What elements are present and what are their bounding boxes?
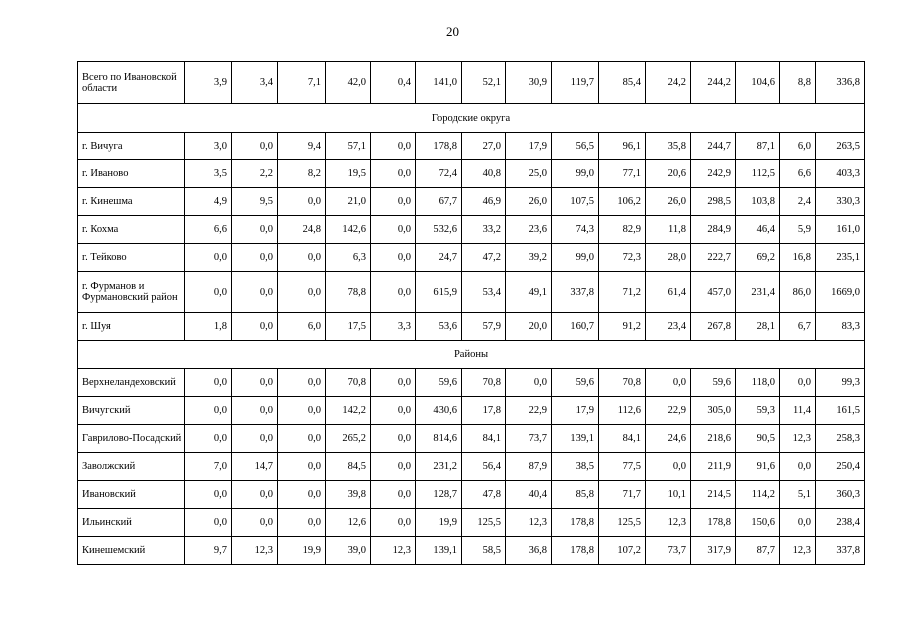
- value-cell: 57,1: [326, 133, 371, 160]
- row-name-cell: г. Кинешма: [78, 188, 185, 216]
- value-cell: 0,0: [780, 453, 816, 481]
- value-cell: 46,4: [736, 216, 780, 244]
- value-cell: 3,9: [185, 62, 232, 104]
- value-cell: 12,3: [780, 425, 816, 453]
- value-cell: 0,0: [371, 188, 416, 216]
- value-cell: 231,2: [416, 453, 462, 481]
- value-cell: 28,0: [646, 244, 691, 272]
- value-cell: 90,5: [736, 425, 780, 453]
- value-cell: 284,9: [691, 216, 736, 244]
- value-cell: 142,6: [326, 216, 371, 244]
- value-cell: 47,8: [462, 481, 506, 509]
- value-cell: 84,5: [326, 453, 371, 481]
- row-name-cell: г. Тейково: [78, 244, 185, 272]
- value-cell: 24,2: [646, 62, 691, 104]
- value-cell: 214,5: [691, 481, 736, 509]
- table-row: [78, 272, 865, 313]
- section-title: Районы: [78, 341, 865, 369]
- value-cell: 0,0: [278, 453, 326, 481]
- value-cell: 69,2: [736, 244, 780, 272]
- row-name-cell: Заволжский: [78, 453, 185, 481]
- value-cell: 27,0: [462, 133, 506, 160]
- value-cell: 2,4: [780, 188, 816, 216]
- value-cell: 0,0: [185, 481, 232, 509]
- value-cell: 0,0: [371, 160, 416, 188]
- value-cell: 103,8: [736, 188, 780, 216]
- table-row: [78, 425, 865, 453]
- total-row: [78, 62, 865, 104]
- value-cell: 61,4: [646, 272, 691, 313]
- value-cell: 0,0: [232, 244, 278, 272]
- table-row: [78, 397, 865, 425]
- value-cell: 24,8: [278, 216, 326, 244]
- value-cell: 7,0: [185, 453, 232, 481]
- value-cell: 457,0: [691, 272, 736, 313]
- value-cell: 0,0: [371, 133, 416, 160]
- value-cell: 125,5: [599, 509, 646, 537]
- value-cell: 242,9: [691, 160, 736, 188]
- value-cell: 70,8: [599, 369, 646, 397]
- value-cell: 25,0: [506, 160, 552, 188]
- value-cell: 91,2: [599, 313, 646, 341]
- value-cell: 244,2: [691, 62, 736, 104]
- value-cell: 99,0: [552, 160, 599, 188]
- value-cell: 142,2: [326, 397, 371, 425]
- value-cell: 0,0: [185, 397, 232, 425]
- value-cell: 125,5: [462, 509, 506, 537]
- value-cell: 104,6: [736, 62, 780, 104]
- value-cell: 53,4: [462, 272, 506, 313]
- value-cell: 238,4: [816, 509, 865, 537]
- value-cell: 21,0: [326, 188, 371, 216]
- value-cell: 72,4: [416, 160, 462, 188]
- table-row: [78, 244, 865, 272]
- value-cell: 11,4: [780, 397, 816, 425]
- value-cell: 0,0: [278, 369, 326, 397]
- value-cell: 615,9: [416, 272, 462, 313]
- table-row: [78, 160, 865, 188]
- value-cell: 430,6: [416, 397, 462, 425]
- value-cell: 0,0: [371, 272, 416, 313]
- value-cell: 0,0: [232, 133, 278, 160]
- row-name-cell: г. Шуя: [78, 313, 185, 341]
- value-cell: 114,2: [736, 481, 780, 509]
- value-cell: 96,1: [599, 133, 646, 160]
- section-header-row: [78, 341, 865, 369]
- value-cell: 12,3: [506, 509, 552, 537]
- value-cell: 112,5: [736, 160, 780, 188]
- page-number: 20: [446, 24, 459, 39]
- section-header-row: [78, 104, 865, 133]
- value-cell: 87,9: [506, 453, 552, 481]
- value-cell: 77,5: [599, 453, 646, 481]
- value-cell: 26,0: [506, 188, 552, 216]
- value-cell: 330,3: [816, 188, 865, 216]
- value-cell: 91,6: [736, 453, 780, 481]
- value-cell: 85,4: [599, 62, 646, 104]
- value-cell: 23,6: [506, 216, 552, 244]
- value-cell: 23,4: [646, 313, 691, 341]
- value-cell: 336,8: [816, 62, 865, 104]
- value-cell: 77,1: [599, 160, 646, 188]
- value-cell: 141,0: [416, 62, 462, 104]
- table-row: [78, 133, 865, 160]
- row-name-cell: г. Вичуга: [78, 133, 185, 160]
- value-cell: 24,6: [646, 425, 691, 453]
- value-cell: 231,4: [736, 272, 780, 313]
- value-cell: 6,0: [780, 133, 816, 160]
- value-cell: 12,6: [326, 509, 371, 537]
- value-cell: 38,5: [552, 453, 599, 481]
- value-cell: 73,7: [646, 537, 691, 565]
- value-cell: 84,1: [599, 425, 646, 453]
- value-cell: 30,9: [506, 62, 552, 104]
- value-cell: 85,8: [552, 481, 599, 509]
- value-cell: 218,6: [691, 425, 736, 453]
- value-cell: 0,0: [232, 272, 278, 313]
- value-cell: 0,0: [371, 453, 416, 481]
- value-cell: 0,0: [232, 369, 278, 397]
- value-cell: 49,1: [506, 272, 552, 313]
- value-cell: 1,8: [185, 313, 232, 341]
- row-name-cell: Кинешемский: [78, 537, 185, 565]
- value-cell: 57,9: [462, 313, 506, 341]
- value-cell: 0,0: [371, 369, 416, 397]
- value-cell: 3,0: [185, 133, 232, 160]
- row-name-cell: г. Кохма: [78, 216, 185, 244]
- value-cell: 16,8: [780, 244, 816, 272]
- value-cell: 9,7: [185, 537, 232, 565]
- value-cell: 59,6: [691, 369, 736, 397]
- value-cell: 99,3: [816, 369, 865, 397]
- value-cell: 0,0: [278, 397, 326, 425]
- value-cell: 139,1: [416, 537, 462, 565]
- value-cell: 72,3: [599, 244, 646, 272]
- value-cell: 178,8: [552, 509, 599, 537]
- value-cell: 53,6: [416, 313, 462, 341]
- table-row: [78, 369, 865, 397]
- value-cell: 56,4: [462, 453, 506, 481]
- value-cell: 0,0: [646, 369, 691, 397]
- section-title: Городские округа: [78, 104, 865, 133]
- value-cell: 161,0: [816, 216, 865, 244]
- value-cell: 222,7: [691, 244, 736, 272]
- value-cell: 0,0: [185, 272, 232, 313]
- value-cell: 298,5: [691, 188, 736, 216]
- value-cell: 6,3: [326, 244, 371, 272]
- table-body: [78, 62, 865, 565]
- value-cell: 9,4: [278, 133, 326, 160]
- row-name-cell: Верхнеландеховский: [78, 369, 185, 397]
- value-cell: 17,8: [462, 397, 506, 425]
- value-cell: 5,9: [780, 216, 816, 244]
- value-cell: 36,8: [506, 537, 552, 565]
- value-cell: 56,5: [552, 133, 599, 160]
- value-cell: 107,5: [552, 188, 599, 216]
- value-cell: 0,0: [780, 509, 816, 537]
- value-cell: 12,3: [646, 509, 691, 537]
- value-cell: 3,5: [185, 160, 232, 188]
- table-row: [78, 188, 865, 216]
- value-cell: 112,6: [599, 397, 646, 425]
- row-name-cell: Вичугский: [78, 397, 185, 425]
- value-cell: 178,8: [691, 509, 736, 537]
- value-cell: 19,9: [416, 509, 462, 537]
- value-cell: 0,0: [185, 425, 232, 453]
- value-cell: 0,0: [506, 369, 552, 397]
- value-cell: 0,0: [371, 244, 416, 272]
- value-cell: 178,8: [416, 133, 462, 160]
- value-cell: 11,8: [646, 216, 691, 244]
- value-cell: 3,4: [232, 62, 278, 104]
- value-cell: 119,7: [552, 62, 599, 104]
- value-cell: 59,3: [736, 397, 780, 425]
- table-row: [78, 216, 865, 244]
- value-cell: 70,8: [326, 369, 371, 397]
- value-cell: 71,7: [599, 481, 646, 509]
- value-cell: 2,2: [232, 160, 278, 188]
- value-cell: 35,8: [646, 133, 691, 160]
- value-cell: 532,6: [416, 216, 462, 244]
- value-cell: 40,4: [506, 481, 552, 509]
- value-cell: 82,9: [599, 216, 646, 244]
- value-cell: 87,1: [736, 133, 780, 160]
- value-cell: 0,0: [371, 397, 416, 425]
- value-cell: 17,5: [326, 313, 371, 341]
- row-name-cell: Гаврилово-Посадский: [78, 425, 185, 453]
- value-cell: 22,9: [506, 397, 552, 425]
- value-cell: 19,9: [278, 537, 326, 565]
- value-cell: 28,1: [736, 313, 780, 341]
- value-cell: 99,0: [552, 244, 599, 272]
- value-cell: 0,0: [780, 369, 816, 397]
- value-cell: 265,2: [326, 425, 371, 453]
- value-cell: 107,2: [599, 537, 646, 565]
- value-cell: 0,0: [278, 481, 326, 509]
- value-cell: 19,5: [326, 160, 371, 188]
- value-cell: 0,0: [232, 397, 278, 425]
- table-row: [78, 313, 865, 341]
- value-cell: 5,1: [780, 481, 816, 509]
- value-cell: 235,1: [816, 244, 865, 272]
- value-cell: 6,7: [780, 313, 816, 341]
- value-cell: 20,6: [646, 160, 691, 188]
- value-cell: 267,8: [691, 313, 736, 341]
- value-cell: 7,1: [278, 62, 326, 104]
- value-cell: 8,8: [780, 62, 816, 104]
- statistics-table: [77, 61, 865, 565]
- value-cell: 9,5: [232, 188, 278, 216]
- value-cell: 0,0: [185, 244, 232, 272]
- row-name-cell: Всего по Ивановской области: [78, 62, 185, 104]
- value-cell: 47,2: [462, 244, 506, 272]
- value-cell: 59,6: [416, 369, 462, 397]
- value-cell: 42,0: [326, 62, 371, 104]
- value-cell: 161,5: [816, 397, 865, 425]
- row-name-cell: Ивановский: [78, 481, 185, 509]
- value-cell: 258,3: [816, 425, 865, 453]
- value-cell: 52,1: [462, 62, 506, 104]
- value-cell: 0,0: [371, 481, 416, 509]
- value-cell: 17,9: [506, 133, 552, 160]
- value-cell: 0,0: [371, 425, 416, 453]
- value-cell: 0,0: [185, 369, 232, 397]
- value-cell: 403,3: [816, 160, 865, 188]
- value-cell: 150,6: [736, 509, 780, 537]
- value-cell: 360,3: [816, 481, 865, 509]
- value-cell: 0,0: [278, 425, 326, 453]
- value-cell: 58,5: [462, 537, 506, 565]
- table-row: [78, 509, 865, 537]
- value-cell: 74,3: [552, 216, 599, 244]
- value-cell: 17,9: [552, 397, 599, 425]
- value-cell: 39,0: [326, 537, 371, 565]
- value-cell: 317,9: [691, 537, 736, 565]
- value-cell: 10,1: [646, 481, 691, 509]
- value-cell: 0,0: [232, 216, 278, 244]
- table-row: [78, 453, 865, 481]
- value-cell: 39,8: [326, 481, 371, 509]
- table-row: [78, 481, 865, 509]
- value-cell: 12,3: [232, 537, 278, 565]
- value-cell: 39,2: [506, 244, 552, 272]
- value-cell: 0,0: [278, 509, 326, 537]
- row-name-cell: г. Иваново: [78, 160, 185, 188]
- value-cell: 84,1: [462, 425, 506, 453]
- value-cell: 8,2: [278, 160, 326, 188]
- value-cell: 40,8: [462, 160, 506, 188]
- value-cell: 160,7: [552, 313, 599, 341]
- value-cell: 59,6: [552, 369, 599, 397]
- value-cell: 73,7: [506, 425, 552, 453]
- value-cell: 67,7: [416, 188, 462, 216]
- value-cell: 86,0: [780, 272, 816, 313]
- value-cell: 178,8: [552, 537, 599, 565]
- value-cell: 244,7: [691, 133, 736, 160]
- value-cell: 337,8: [816, 537, 865, 565]
- value-cell: 12,3: [780, 537, 816, 565]
- value-cell: 12,3: [371, 537, 416, 565]
- row-name-cell: г. Фурманов и Фурмановский район: [78, 272, 185, 313]
- value-cell: 6,6: [185, 216, 232, 244]
- value-cell: 305,0: [691, 397, 736, 425]
- value-cell: 3,3: [371, 313, 416, 341]
- value-cell: 24,7: [416, 244, 462, 272]
- value-cell: 814,6: [416, 425, 462, 453]
- value-cell: 4,9: [185, 188, 232, 216]
- value-cell: 106,2: [599, 188, 646, 216]
- row-name-cell: Ильинский: [78, 509, 185, 537]
- value-cell: 22,9: [646, 397, 691, 425]
- value-cell: 0,4: [371, 62, 416, 104]
- value-cell: 6,0: [278, 313, 326, 341]
- value-cell: 26,0: [646, 188, 691, 216]
- value-cell: 337,8: [552, 272, 599, 313]
- value-cell: 33,2: [462, 216, 506, 244]
- value-cell: 118,0: [736, 369, 780, 397]
- value-cell: 0,0: [278, 244, 326, 272]
- value-cell: 263,5: [816, 133, 865, 160]
- value-cell: 78,8: [326, 272, 371, 313]
- value-cell: 0,0: [278, 272, 326, 313]
- value-cell: 20,0: [506, 313, 552, 341]
- value-cell: 6,6: [780, 160, 816, 188]
- value-cell: 0,0: [232, 313, 278, 341]
- value-cell: 70,8: [462, 369, 506, 397]
- value-cell: 87,7: [736, 537, 780, 565]
- table-row: [78, 537, 865, 565]
- value-cell: 0,0: [232, 509, 278, 537]
- value-cell: 0,0: [185, 509, 232, 537]
- value-cell: 139,1: [552, 425, 599, 453]
- value-cell: 14,7: [232, 453, 278, 481]
- value-cell: 0,0: [232, 425, 278, 453]
- value-cell: 211,9: [691, 453, 736, 481]
- value-cell: 250,4: [816, 453, 865, 481]
- value-cell: 128,7: [416, 481, 462, 509]
- value-cell: 0,0: [278, 188, 326, 216]
- value-cell: 83,3: [816, 313, 865, 341]
- value-cell: 46,9: [462, 188, 506, 216]
- value-cell: 1669,0: [816, 272, 865, 313]
- value-cell: 0,0: [371, 216, 416, 244]
- value-cell: 0,0: [371, 509, 416, 537]
- value-cell: 0,0: [646, 453, 691, 481]
- value-cell: 71,2: [599, 272, 646, 313]
- value-cell: 0,0: [232, 481, 278, 509]
